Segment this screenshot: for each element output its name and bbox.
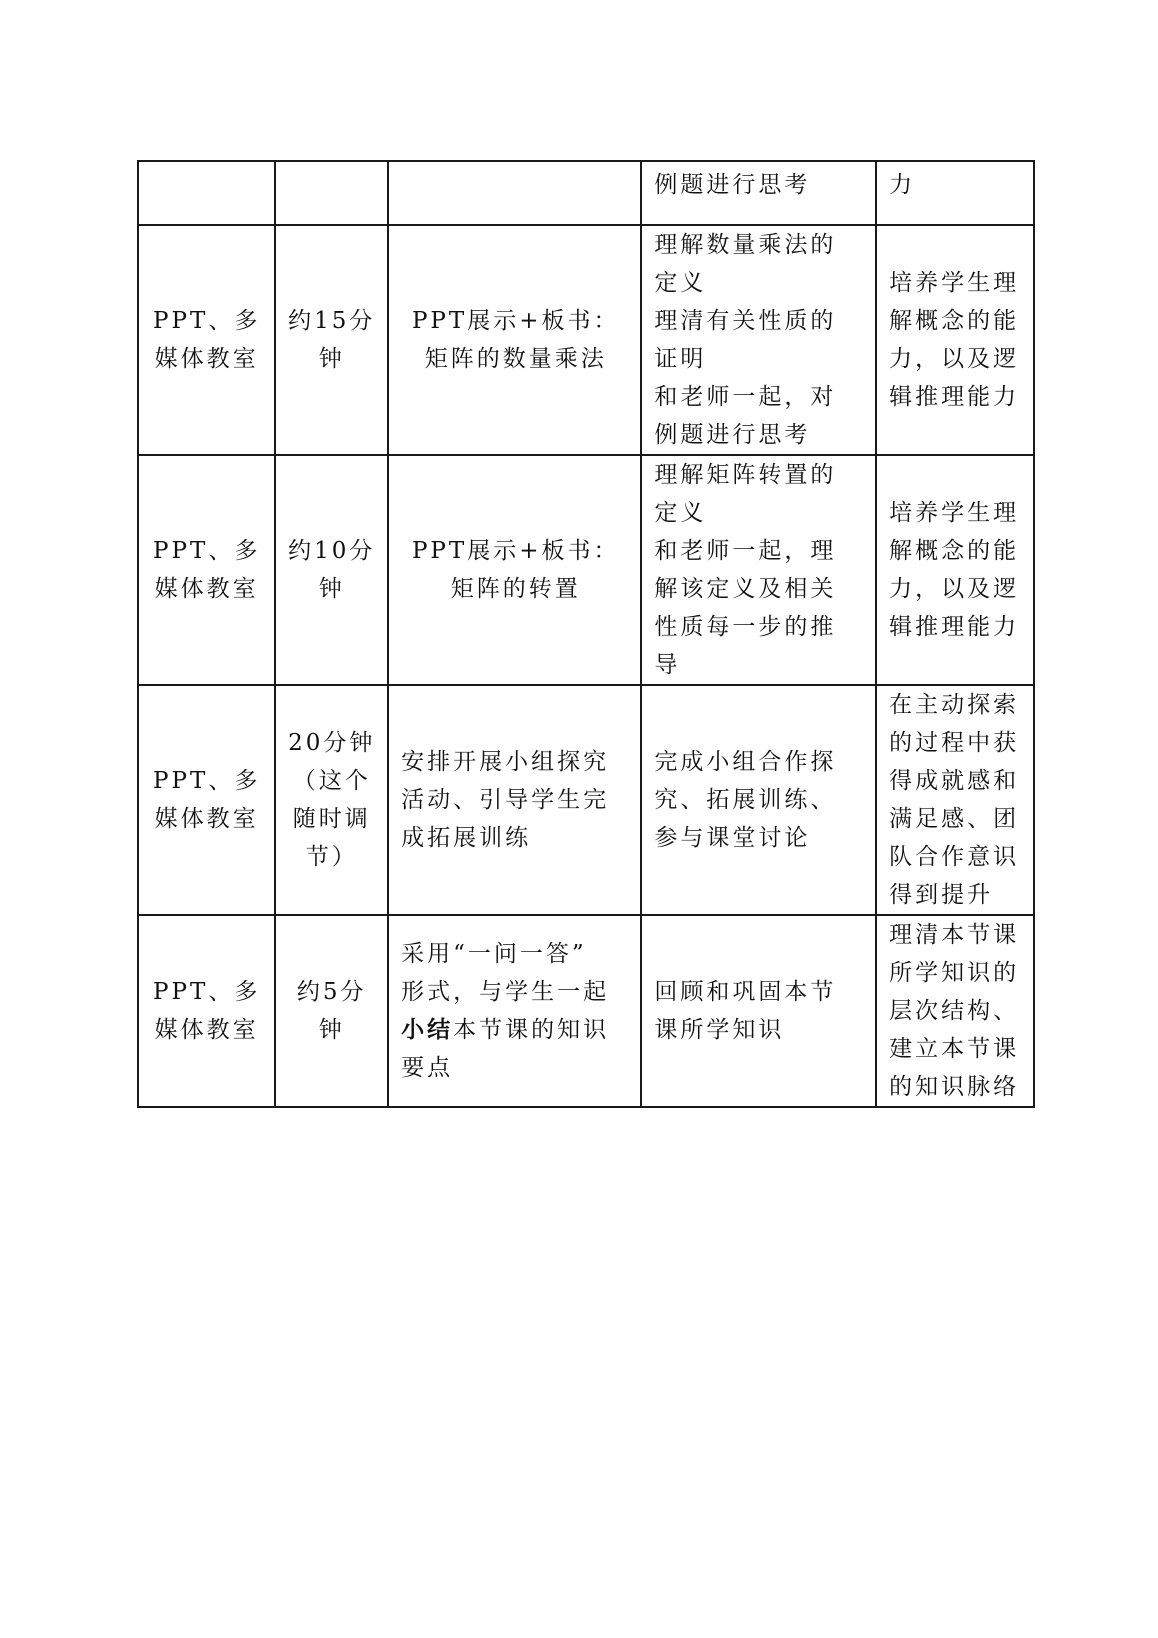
resources-line: PPT、多 bbox=[153, 538, 261, 564]
student-activity-line: 课所学知识 bbox=[654, 1017, 785, 1043]
student-activity-line: 证明 bbox=[654, 346, 707, 372]
student-activity-line: 导 bbox=[654, 652, 681, 678]
goal-line: 所学知识的 bbox=[889, 960, 1020, 986]
student-activity-line: 解该定义及相关 bbox=[654, 576, 837, 602]
table-row bbox=[138, 455, 1034, 685]
student-activity-line: 理解矩阵转置的 bbox=[654, 462, 837, 488]
teacher-activity-cell bbox=[388, 161, 641, 225]
resources-cell bbox=[138, 455, 275, 685]
table-row bbox=[138, 915, 1034, 1107]
teacher-activity-line: 小结本节课的知识 bbox=[401, 1016, 610, 1043]
resources-line: PPT、多 bbox=[153, 979, 261, 1005]
goal-line: 理清本节课 bbox=[889, 922, 1020, 948]
goal-line: 培养学生理 bbox=[889, 270, 1020, 296]
lesson-plan-table bbox=[137, 160, 1035, 1108]
student-activity-line: 和老师一起，对 bbox=[654, 384, 837, 410]
teacher-activity-line: 形式，与学生一起 bbox=[401, 979, 610, 1005]
student-activity-cell bbox=[641, 685, 876, 915]
student-activity-cell bbox=[641, 455, 876, 685]
goal-cell bbox=[876, 161, 1034, 225]
goal-line: 辑推理能力 bbox=[889, 384, 1020, 410]
goal-line: 队合作意识 bbox=[889, 844, 1020, 870]
resources-cell bbox=[138, 225, 275, 455]
duration-line: 随时调 bbox=[292, 806, 371, 832]
teacher-activity-line: 要点 bbox=[401, 1055, 454, 1081]
duration-cell bbox=[275, 455, 388, 685]
goal-line: 力 bbox=[889, 172, 916, 198]
student-activity-line: 究、拓展训练、 bbox=[654, 787, 837, 813]
resources-line: 媒体教室 bbox=[154, 1017, 259, 1043]
resources-cell bbox=[138, 161, 275, 225]
goal-line: 培养学生理 bbox=[889, 500, 1020, 526]
teacher-activity-cell bbox=[388, 225, 641, 455]
student-activity-line: 定义 bbox=[654, 270, 707, 296]
student-activity-line: 例题进行思考 bbox=[654, 422, 811, 448]
goal-line: 力，以及逻 bbox=[889, 576, 1020, 602]
student-activity-line: 定义 bbox=[654, 500, 707, 526]
duration-cell bbox=[275, 685, 388, 915]
duration-line: 约5分 bbox=[296, 979, 367, 1005]
resources-line: PPT、多 bbox=[153, 768, 261, 794]
teacher-activity-line: 矩阵的转置 bbox=[450, 576, 581, 602]
goal-line: 满足感、团 bbox=[889, 806, 1020, 832]
resources-cell bbox=[138, 685, 275, 915]
table-row bbox=[138, 161, 1034, 225]
goal-line: 得到提升 bbox=[889, 882, 994, 908]
goal-line: 解概念的能 bbox=[889, 538, 1020, 564]
table-row bbox=[138, 225, 1034, 455]
goal-line: 力，以及逻 bbox=[889, 346, 1020, 372]
student-activity-line: 完成小组合作探 bbox=[654, 749, 837, 775]
goal-cell bbox=[876, 225, 1034, 455]
student-activity-line: 性质每一步的推 bbox=[654, 614, 837, 640]
student-activity-line: 和老师一起，理 bbox=[654, 538, 837, 564]
teacher-activity-cell bbox=[388, 455, 641, 685]
duration-line: 钟 bbox=[318, 1017, 345, 1043]
duration-cell bbox=[275, 915, 388, 1107]
teacher-activity-line: 采用“一问一答” bbox=[401, 941, 587, 967]
teacher-activity-line: 矩阵的数量乘法 bbox=[424, 346, 607, 372]
resources-line: PPT、多 bbox=[153, 308, 261, 334]
teacher-activity-line: 安排开展小组探究 bbox=[401, 749, 610, 775]
resources-cell bbox=[138, 915, 275, 1107]
teacher-activity-cell bbox=[388, 685, 641, 915]
duration-line: 钟 bbox=[318, 346, 345, 372]
goal-line: 的知识脉络 bbox=[889, 1074, 1020, 1100]
teacher-activity-line: 成拓展训练 bbox=[401, 825, 532, 851]
teacher-activity-line: 活动、引导学生完 bbox=[401, 787, 610, 813]
student-activity-line: 例题进行思考 bbox=[654, 172, 811, 198]
resources-line: 媒体教室 bbox=[154, 806, 259, 832]
student-activity-cell bbox=[641, 225, 876, 455]
goal-cell bbox=[876, 685, 1034, 915]
duration-line: 约15分 bbox=[288, 308, 376, 334]
student-activity-cell bbox=[641, 161, 876, 225]
duration-line: 钟 bbox=[318, 576, 345, 602]
student-activity-line: 参与课堂讨论 bbox=[654, 825, 811, 851]
teacher-activity-line: PPT展示+板书： bbox=[411, 538, 620, 564]
goal-line: 层次结构、 bbox=[889, 998, 1020, 1024]
goal-line: 在主动探索 bbox=[889, 692, 1020, 718]
table-row bbox=[138, 685, 1034, 915]
goal-cell bbox=[876, 915, 1034, 1107]
duration-line: 约10分 bbox=[288, 538, 376, 564]
goal-line: 得成就感和 bbox=[889, 768, 1020, 794]
goal-cell bbox=[876, 455, 1034, 685]
goal-line: 建立本节课 bbox=[889, 1036, 1020, 1062]
duration-cell bbox=[275, 225, 388, 455]
duration-cell bbox=[275, 161, 388, 225]
teacher-activity-line: PPT展示+板书： bbox=[411, 308, 620, 334]
goal-line: 解概念的能 bbox=[889, 308, 1020, 334]
duration-line: 20分钟 bbox=[288, 730, 376, 756]
resources-line: 媒体教室 bbox=[154, 576, 259, 602]
duration-line: （这个 bbox=[292, 768, 371, 794]
goal-line: 辑推理能力 bbox=[889, 614, 1020, 640]
student-activity-cell bbox=[641, 915, 876, 1107]
table-body bbox=[138, 161, 1034, 1107]
resources-line: 媒体教室 bbox=[154, 346, 259, 372]
student-activity-line: 理清有关性质的 bbox=[654, 308, 837, 334]
duration-line: 节） bbox=[305, 844, 358, 870]
student-activity-line: 理解数量乘法的 bbox=[654, 232, 837, 258]
student-activity-line: 回顾和巩固本节 bbox=[654, 979, 837, 1005]
teacher-activity-cell bbox=[388, 915, 641, 1107]
goal-line: 的过程中获 bbox=[889, 730, 1020, 756]
